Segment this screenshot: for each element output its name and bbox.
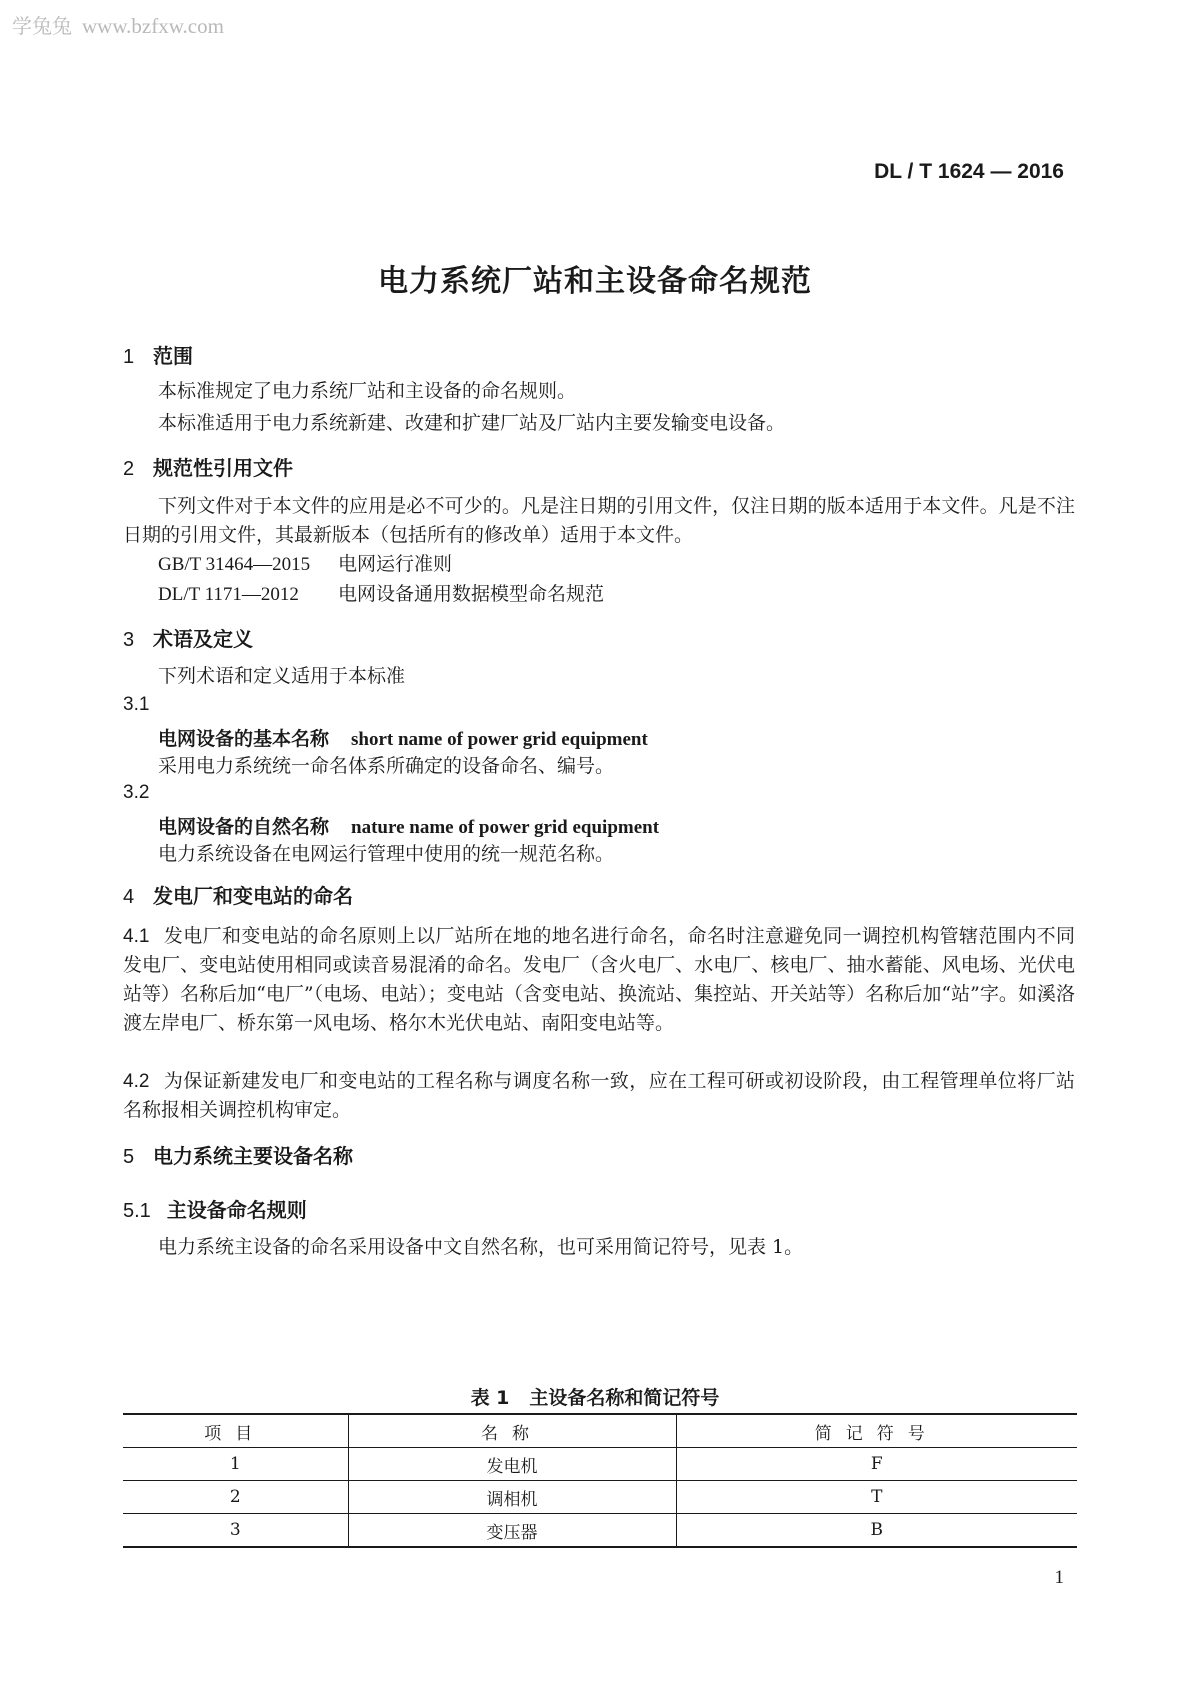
table-row (123, 1448, 1077, 1481)
section-1-para-2: 本标准适用于电力系统新建、改建和扩建厂站及厂站内主要发输变电设备。 (158, 412, 786, 434)
watermark-url: www.bzfxw.com (82, 14, 224, 38)
table-header-cell: 简记符号 (676, 1414, 1077, 1448)
clause-4-2: 4.2 为保证新建发电厂和变电站的工程名称与调度名称一致，应在工程可研或初设阶段，由工程管理单位将厂站名称报相关调控机构审定。 (123, 1070, 1075, 1121)
table-header-row (123, 1414, 1077, 1448)
reference-item: GB/T 31464—2015 电网运行准则 (158, 553, 453, 575)
page-number: 1 (1054, 1567, 1064, 1588)
watermark (12, 10, 224, 39)
table-cell: 2 (123, 1481, 348, 1514)
section-1-heading: 1 范围 (123, 344, 193, 368)
table-cell: 调相机 (348, 1481, 676, 1514)
section-3-heading: 3 术语及定义 (123, 627, 253, 651)
watermark-brand: 学兔兔 (12, 14, 72, 38)
term-definition: 电力系统设备在电网运行管理中使用的统一规范名称。 (158, 843, 615, 865)
table-cell: T (676, 1481, 1077, 1514)
term-number: 3.1 (123, 694, 150, 715)
section-2-intro: 下列文件对于本文件的应用是必不可少的。凡是注日期的引用文件，仅注日期的版本适用于本文件。凡是不注日期的引用文件，其最新版本（包括所有的修改单）适用于本文件。 (123, 495, 1075, 546)
table-cell: 3 (123, 1514, 348, 1548)
reference-item: DL/T 1171—2012 电网设备通用数据模型命名规范 (158, 583, 605, 605)
section-5-heading: 5 电力系统主要设备名称 (123, 1144, 353, 1168)
table-cell: 发电机 (348, 1448, 676, 1481)
table-header-cell: 项目 (123, 1414, 348, 1448)
subsection-5-1-text: 电力系统主设备的命名采用设备中文自然名称，也可采用简记符号，见表 1。 (158, 1236, 804, 1258)
table-cell: B (676, 1514, 1077, 1548)
table-cell: F (676, 1448, 1077, 1481)
section-2-heading: 2 规范性引用文件 (123, 456, 293, 480)
term-heading: 电网设备的基本名称 short name of power grid equipment (158, 728, 648, 750)
clause-4-1: 4.1 发电厂和变电站的命名原则上以厂站所在地的地名进行命名，命名时注意避免同一调控机构管辖范围内不同发电厂、变电站使用相同或读音易混淆的命名。发电厂（含火电厂、水电厂、核电厂、抽水蓄能、风电场、光伏电站等）名称后加“电厂”（电场、电站）；变电站（含变电站、换流站、集控站、开关站等）名称后加“站”字。如溪洛渡左岸电厂、桥东第一风电场、格尔木光伏电站、南阳变电站等。 (123, 925, 1075, 1034)
document-title: 电力系统厂站和主设备命名规范 (378, 264, 812, 299)
table-row (123, 1514, 1077, 1548)
section-3-intro: 下列术语和定义适用于本标准 (158, 665, 406, 687)
term-heading: 电网设备的自然名称 nature name of power grid equipment (158, 816, 660, 838)
term-definition: 采用电力系统统一命名体系所确定的设备命名、编号。 (158, 755, 615, 777)
standard-number: DL / T 1624 — 2016 (874, 160, 1064, 183)
equipment-table (123, 1413, 1077, 1548)
section-4-heading: 4 发电厂和变电站的命名 (123, 884, 353, 908)
subsection-5-1-heading: 5.1 主设备命名规则 (123, 1198, 307, 1222)
table-cell: 1 (123, 1448, 348, 1481)
section-1-para-1: 本标准规定了电力系统厂站和主设备的命名规则。 (158, 380, 577, 402)
table-cell: 变压器 (348, 1514, 676, 1548)
table-caption: 表 1 主设备名称和简记符号 (470, 1387, 720, 1409)
table-row (123, 1481, 1077, 1514)
table-header-cell: 名称 (348, 1414, 676, 1448)
term-number: 3.2 (123, 782, 150, 803)
